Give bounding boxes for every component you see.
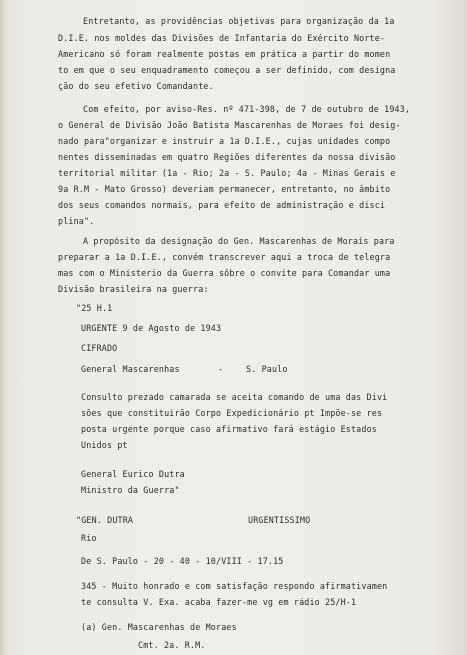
telegram-1-urgency-date: URGENTE 9 de Agosto de 1943	[81, 323, 222, 333]
paragraph-3-line-1: A propósito da designação do Gen. Mascarenhas de Morais para	[83, 236, 395, 246]
paragraph-3-line-2: preparar a 1a D.I.E., convém transcrever aqui a troca de telegra	[58, 252, 391, 262]
telegram-1-body-line-3: posta urgente porque caso afirmativo fará estágio Estados	[81, 424, 377, 434]
telegram-1-number: "25 H.1	[76, 303, 113, 313]
paragraph-3-line-4: Divisão brasileira na guerra:	[58, 284, 209, 294]
telegram-2-body-line-1: 345 - Muito honrado e com satisfação respondo afirmativamen	[81, 581, 388, 591]
telegram-1-signature-name: General Eurico Dutra	[81, 469, 185, 479]
telegram-2-signature: (a) Gen. Mascarenhas de Moraes	[81, 622, 237, 632]
paragraph-2-line-3: nado para"organizar e instruir a 1a D.I.E., cujas unidades compo	[58, 136, 391, 146]
telegram-1-body-line-1: Consulto prezado camarada se aceita comando de uma das Divi	[81, 392, 388, 402]
telegram-2-body-line-2: te consulta V. Exa. acaba fazer-me vg em rádio 25/H-1	[81, 597, 357, 607]
telegram-1-signature-title: Ministro da Guerra"	[81, 485, 180, 495]
paragraph-1-line-2: D.I.E. nos moldes das Divisões de Infantaria do Exército Norte-	[58, 33, 386, 43]
telegram-2-origin: De S. Paulo - 20 - 40 - 10/VIII - 17.15	[81, 556, 284, 566]
paragraph-2-line-5: territorial militar (1a - Rio; 2a - S. Paulo; 4a - Minas Gerais e	[58, 168, 396, 178]
page-fold-shadow	[0, 0, 6, 655]
telegram-2-signature-title: Cmt. 2a. R.M.	[138, 640, 206, 650]
paragraph-1-line-5: ção do seu efetivo Comandante.	[58, 81, 214, 91]
telegram-1-body-line-4: Unidos pt	[81, 440, 128, 450]
paragraph-2-line-6: 9a R.M - Mato Grosso) deveriam permanecer, entretanto, no âmbito	[58, 184, 391, 194]
telegram-2-urgency: URGENTISSIMO	[248, 515, 311, 525]
paragraph-2-line-1: Com efeito, por aviso-Res. nº 471-398, de 7 de outubro de 1943,	[83, 104, 411, 114]
paragraph-1-line-1: Entretanto, as providências objetivas para organização da 1a	[83, 16, 395, 26]
paragraph-1-line-4: to em que o seu enquadramento começou a ser definido, com designa	[58, 65, 396, 75]
telegram-1-separator: -	[218, 364, 224, 374]
telegram-1-location: S. Paulo	[246, 364, 288, 374]
telegram-1-recipient: General Mascarenhas	[81, 364, 180, 374]
paragraph-3-line-3: mas com o Ministerio da Guerra sôbre o convite para Comandar uma	[58, 268, 391, 278]
telegram-2-recipient: "GEN. DUTRA	[76, 515, 134, 525]
paragraph-2-line-7: dos seus comandos normais, para efeito de administração e disci	[58, 200, 386, 210]
paragraph-1-line-3: Americano só foram realmente postas em prática a partir do momen	[58, 49, 391, 59]
paragraph-2-line-2: o General de Divisão João Batista Mascarenhas de Moraes foi desig-	[58, 120, 401, 130]
telegram-2-city: Rio	[81, 533, 97, 543]
telegram-1-body-line-2: sões que constituirão Corpo Expedicionário pt Impõe-se res	[81, 408, 383, 418]
paragraph-2-line-8: plina".	[58, 216, 95, 226]
paragraph-2-line-4: nentes disseminadas em quatro Regiões diferentes da nossa divisão	[58, 152, 396, 162]
telegram-1-cipher: CIFRADO	[81, 343, 118, 353]
